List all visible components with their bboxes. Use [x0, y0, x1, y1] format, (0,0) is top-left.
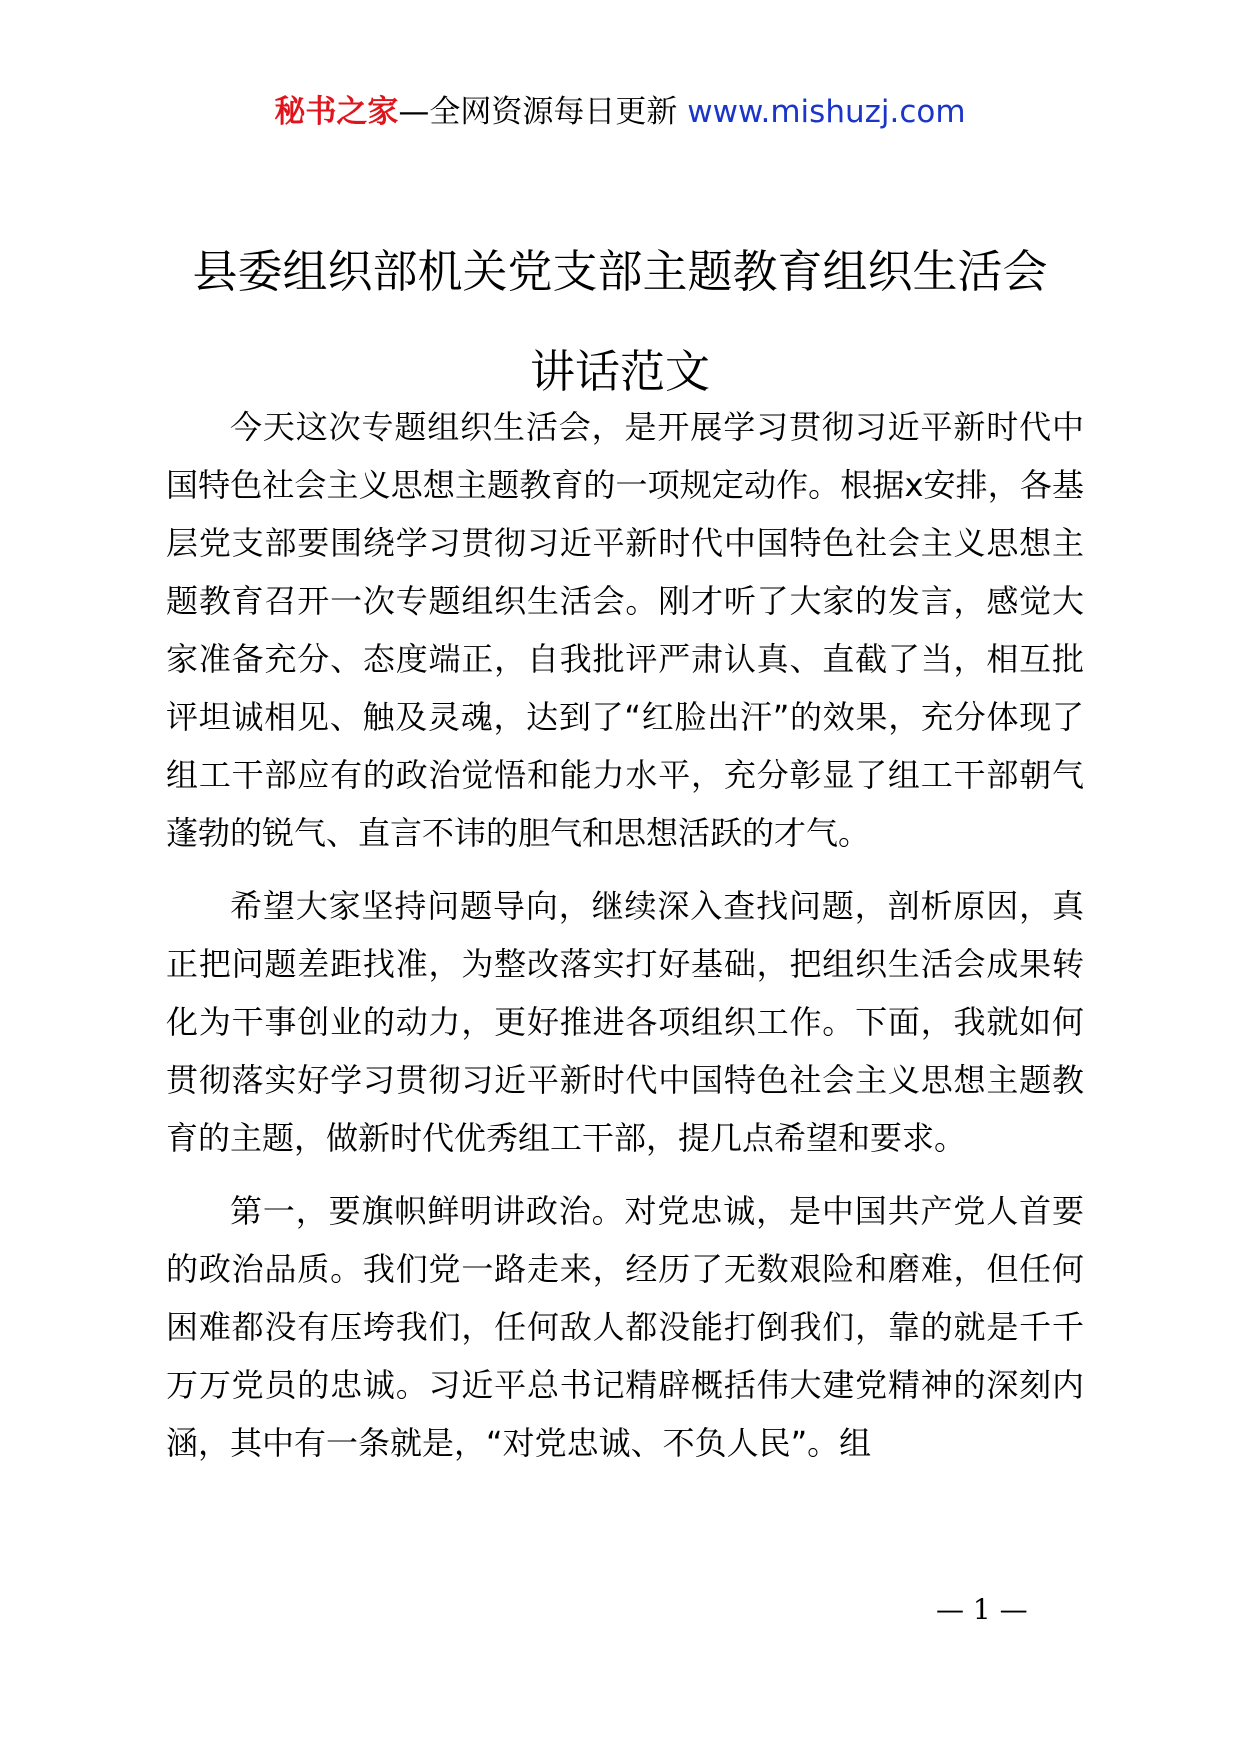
site-brand: 秘书之家 — [274, 94, 399, 130]
site-header — [0, 92, 1240, 132]
body-paragraph-2: 希望大家坚持问题导向，继续深入查找问题，剖析原因，真正把问题差距找准，为整改落实打好基础，把组织生活会成果转化为干事创业的动力，更好推进各项组织工作。下面，我就如何贯彻落实好学习贯彻习近平新时代中国特色社会主义思想主题教育的主题，做新时代优秀组工干部，提几点希望和要求。 — [166, 887, 1084, 1157]
document-body — [166, 398, 1084, 1472]
title-line-1: 县委组织部机关党支部主题教育组织生活会 — [192, 245, 1048, 298]
body-paragraph-1: 今天这次专题组织生活会，是开展学习贯彻习近平新时代中国特色社会主义思想主题教育的一项规定动作。根据x安排，各基层党支部要围绕学习贯彻习近平新时代中国特色社会主义思想主题教育召开一次专题组织生活会。刚才听了大家的发言，感觉大家准备充分、态度端正，自我批评严肃认真、直截了当，相互批评坦诚相见、触及灵魂，达到了“红脸出汗”的效果，充分体现了组工干部应有的政治觉悟和能力水平，充分彰显了组工干部朝气蓬勃的锐气、直言不讳的胆气和思想活跃的才气。 — [166, 408, 1084, 852]
document-title — [0, 222, 1240, 422]
site-url-link[interactable]: www.mishuzj.com — [687, 94, 966, 130]
title-line-2: 讲话范文 — [529, 345, 710, 398]
page-number: — 1 — — [936, 1593, 1028, 1626]
site-tagline: —全网资源每日更新 — [398, 94, 678, 130]
body-paragraph-3: 第一，要旗帜鲜明讲政治。对党忠诚，是中国共产党人首要的政治品质。我们党一路走来，经历了无数艰险和磨难，但任何困难都没有压垮我们，任何敌人都没能打倒我们，靠的就是千千万万党员的忠诚。习近平总书记精辟概括伟大建党精神的深刻内涵，其中有一条就是，“对党忠诚、不负人民”。组 — [166, 1192, 1084, 1462]
